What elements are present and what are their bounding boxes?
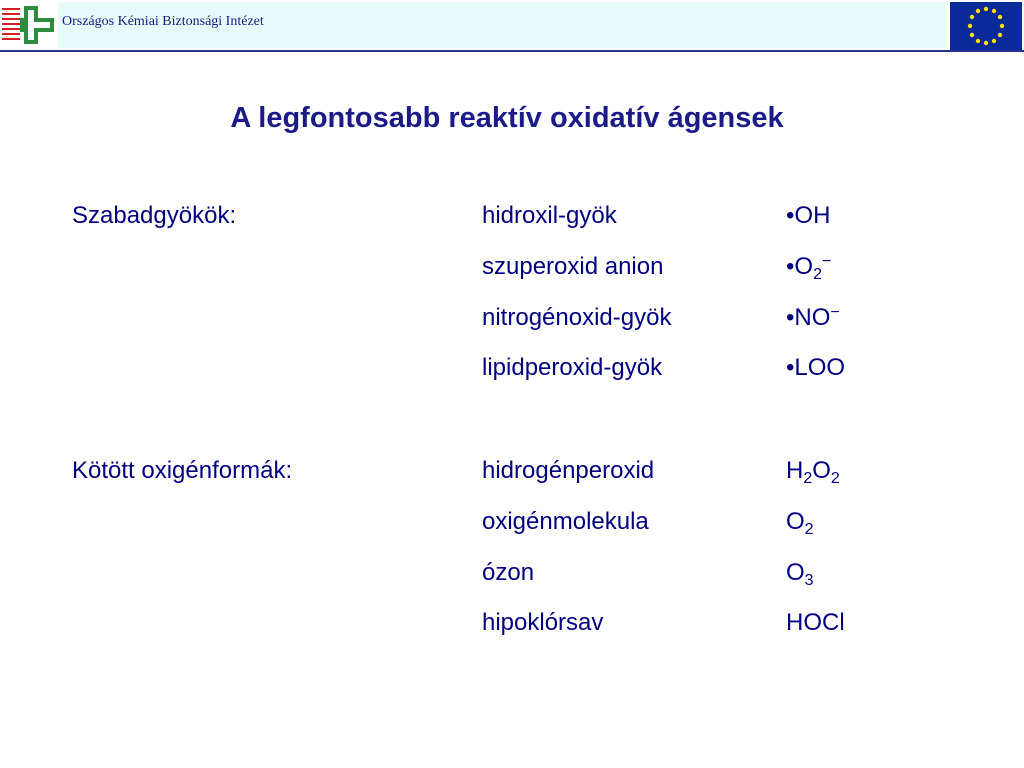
species-name: hidrogénperoxid <box>482 457 655 484</box>
species-name: hidroxil-gyök <box>482 202 617 229</box>
species-name: oxigénmolekula <box>482 508 649 535</box>
org-name: Országos Kémiai Biztonsági Intézet <box>62 14 264 29</box>
species-name: nitrogénoxid-gyök <box>482 304 672 331</box>
eu-flag-icon <box>950 2 1022 50</box>
page-title: A legfontosabb reaktív oxidatív ágensek <box>230 102 784 134</box>
species-formula: $O_2$ <box>786 508 814 538</box>
species-name: ózon <box>482 559 535 586</box>
species-formula: $H_2O_2$ <box>786 457 840 487</box>
species-formula: •OH <box>786 202 831 229</box>
species-formula: $O_3$ <box>786 559 814 589</box>
species-formula: $•O_2^-$ <box>786 253 832 283</box>
species-formula: •LOO <box>786 354 846 381</box>
species-name: hipoklórsav <box>482 609 604 636</box>
species-name: szuperoxid anion <box>482 253 664 280</box>
green-cross-logo-icon <box>2 2 58 48</box>
species-formula: HOCl <box>786 609 845 636</box>
category-label-free-radicals: Szabadgyökök: <box>72 202 237 229</box>
species-name: lipidperoxid-gyök <box>482 354 663 381</box>
header-bar <box>0 0 1024 52</box>
category-label-bound-oxygen: Kötött oxigénformák: <box>72 457 293 484</box>
species-formula: •NO− <box>786 304 840 331</box>
